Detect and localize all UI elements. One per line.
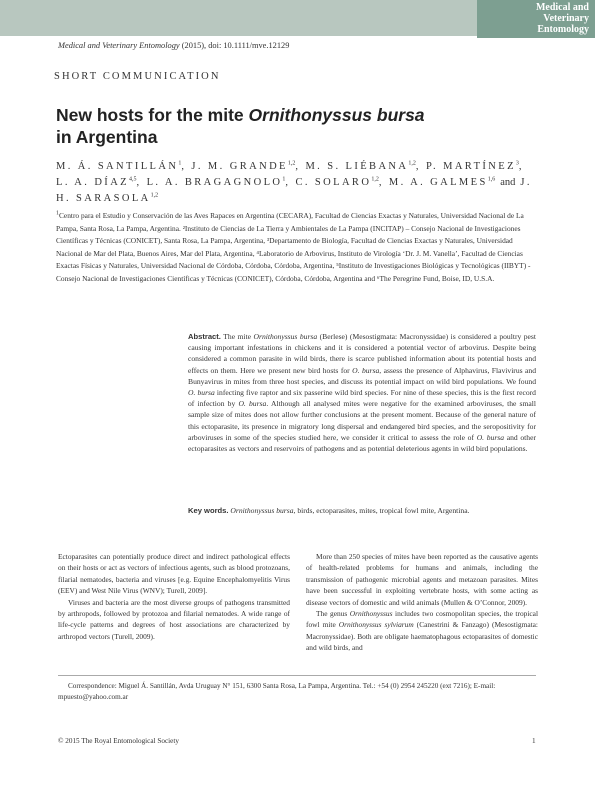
journal-logo-line-1: Medical and	[535, 2, 589, 13]
author: J. H. SARASOLA	[56, 177, 532, 204]
title-part-2: in Argentina	[56, 127, 158, 147]
keywords	[188, 505, 536, 516]
journal-logo-line-3: Entomology	[537, 24, 589, 35]
body-text: includes two cosmopolitan species, the tropical fowl mite	[306, 609, 538, 630]
body-text: The genus	[316, 609, 350, 619]
body-column-right	[306, 551, 538, 654]
title-species: Ornithonyssus bursa	[248, 105, 425, 125]
section-label: SHORT COMMUNICATION	[54, 71, 221, 82]
abstract-text: , assess the presence of Alphavirus, Flavivirus and Bunyavirus in mites from three host species, and discuss its potential impact on wild bird populations. We found	[188, 365, 536, 386]
citation-doi[interactable]: (2015), doi: 10.1111/mve.12129	[179, 41, 290, 50]
abstract-heading: Abstract.	[188, 332, 221, 341]
title-part-1: New hosts for the mite	[56, 105, 249, 125]
author: P. MARTÍNEZ	[425, 161, 516, 172]
abstract-text: and other ectoparasites as vectors and reservoirs of pathogens and as potential deleterious agents in wild bird populations.	[188, 432, 536, 454]
body-paragraph: Viruses and bacteria are the most diverse groups of pathogens transmitted by arthropods, followed by protozoa and filarial nematodes. A wide range of life-cycle patterns and degrees of host associations are characterized by arthropod vectors (Turell, 2009).	[58, 597, 290, 641]
author: M. S. LIÉBANA	[305, 161, 409, 172]
author-affil-sup: 1,6	[487, 176, 496, 183]
abstract-text: . Although all analysed mites were negative for the examined arboviruses, the small sample size of mites does not allow further conclusions at the present moment. Because of the general nature of this ectoparasite, its presence in migratory long dispersal and endangered bird species, and the seropositivity for arboviruses in some of the species studied here, we consider it critical to assess the role of	[188, 399, 536, 442]
abstract-text: The mite	[220, 332, 254, 341]
body-text: (Canestrini & Fanzago) (Mesostigmata: Macronyssidae). Both are obligate haematophagous ectoparasites of domestic and wild birds, and	[306, 620, 538, 653]
body-paragraph	[306, 608, 538, 654]
article-title	[56, 104, 496, 148]
citation-line	[58, 41, 289, 50]
author-affil-sup: 1,2	[150, 192, 159, 199]
correspondence-note: Correspondence: Miguel Á. Santillán, Avda Uruguay N° 151, 6300 Santa Rosa, La Pampa, Argentina. Tel.: +54 (0) 2954 245220 (ext 7216); E-mail: mpuesto@yahoo.com.ar	[58, 682, 496, 701]
keywords-species: Ornithonyssus bursa	[230, 506, 294, 515]
author-affil-sup: 1,2	[287, 160, 296, 167]
keywords-text: , birds, ectoparasites, mites, tropical fowl mite, Argentina.	[293, 506, 470, 515]
author: J. M. GRANDE	[191, 161, 288, 172]
author-affil-sup: 1	[282, 176, 286, 183]
abstract-text: infecting five raptor and six passerine wild bird species. For nine of these species, this is the first record of infection by	[188, 388, 536, 409]
abstract-species: O. bursa	[238, 399, 267, 409]
author: M. A. GALMES	[388, 177, 488, 188]
author: L. A. DÍAZ	[56, 177, 129, 188]
affiliations	[56, 210, 536, 286]
affiliations-text: Centro para el Estudio y Conservación de las Aves Rapaces en Argentina (CECARA), Facultad de Ciencias Exactas y Naturales, Universidad Nacional de La Pampa, Santa Rosa, La Pampa, Argentina. ²Instituto de Ciencias de La Tierra y Ambientales de La Pampa (INCITAP) – Consejo Nacional de Investigaciones Científicas y Técnicas (CONICET), Santa Rosa, La Pampa, Argentina, ³Departamento de Biología, Facultad de Ciencias Exactas y Naturales, Universidad Nacional de Mar del Plata, Buenos Aires, Mar del Plata, Argentina, ⁴Laboratorio de Arbovirus, Instituto de Virología ‘Dr. J. M. Vanella’, Facultad de Ciencias Exactas Físicas y Naturales, Universidad Nacional de Córdoba, Córdoba, Córdoba, Argentina, ⁵Instituto de Investigaciones Biológicas y Tecnológicas (IIBYT) - Consejo Nacional de Investigaciones Científicas y Técnicas (CONICET), Córdoba, Córdoba, Argentina and ⁶The Peregrine Fund, Boise, ID, U.S.A.	[56, 211, 531, 283]
body-paragraph: Ectoparasites can potentially produce direct and indirect pathological effects on their hosts or act as vectors of infectious agents, such as blood protozoans, filarial nematodes, bacteria and viruses [e.g. Equine Encephalomyelitis Virus (EEV) and West Nile Virus (WNV); Turell, 2009].	[58, 552, 290, 596]
abstract	[188, 331, 536, 454]
author-affil-sup: 1,2	[408, 160, 416, 167]
abstract-text: (Berlese) (Mesostigmata: Macronyssidae) is considered a poultry pest causing important infestations in chickens and it is considered a potential vector of arbovirus. Despite being considered a common parasite in wild birds, there is scarce published information about its potential hosts and effects on them. Here we present new bird hosts for	[188, 332, 536, 375]
affiliation-sup: 1	[56, 210, 59, 217]
author-affil-sup: 3	[515, 160, 519, 167]
journal-logo-line-2: Veterinary	[543, 13, 589, 24]
author: M. Á. SANTILLÁN	[56, 161, 179, 172]
author: L. A. BRAGAGNOLO	[146, 177, 283, 188]
abstract-species: Ornithonyssus bursa	[253, 332, 318, 341]
keywords-heading: Key words.	[188, 506, 229, 515]
footnote-divider	[58, 675, 536, 676]
author-affil-sup: 1	[178, 160, 182, 167]
author-list: M. Á. SANTILLÁN$^1$, J. M. GRANDE$^{1,2}$, M. S. LIÉBANA$^{1,2}$, P. MARTÍNEZ$^3$, L. A. DÍAZ$^{4,5}$, L. A. BRAGAGNOLO$^1$, C. SOLARO$^{1,2}$, M. A. GALMES$^{1,6}$ and J. H. SARASOLA$^{1,2}$	[56, 160, 532, 204]
body-genus: Ornithonyssus	[349, 609, 393, 619]
body-paragraph: More than 250 species of mites have been reported as the causative agents of health-related problems for humans and animals, including the transmission of pathogenic microbial agents and metazoan parasites. Mites have been successful in exploiting vertebrate hosts, with some acting as disease vectors of domestic and wild animals (Mullen & O’Connor, 2009).	[306, 552, 538, 607]
copyright-notice: © 2015 The Royal Entomological Society	[58, 737, 179, 745]
citation-journal: Medical and Veterinary Entomology	[58, 41, 180, 50]
author-affil-sup: 1,2	[371, 176, 379, 183]
journal-logo-badge	[477, 0, 595, 38]
author-affil-sup: 4,5	[129, 176, 137, 183]
author: C. SOLARO	[295, 177, 372, 188]
page-number: 1	[532, 737, 536, 745]
author-conjunction: and	[500, 177, 516, 188]
body-species: Ornithonyssus sylviarum	[338, 620, 414, 630]
abstract-species: O. bursa	[352, 365, 380, 375]
body-column-left	[58, 551, 290, 642]
abstract-species: O. bursa	[188, 388, 215, 398]
abstract-species: O. bursa	[476, 432, 505, 442]
